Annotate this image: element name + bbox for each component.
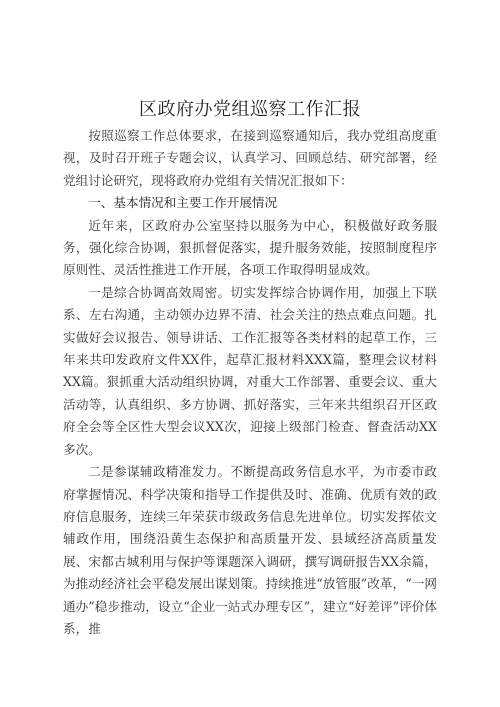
section-heading: 一、基本情况和主要工作开展情况 [88, 195, 278, 211]
document-body [63, 125, 437, 640]
paragraph-3: 二是参谋辅政精准发力。不断提高政务信息水平，为市委市政府掌握情况、科学决策和指导工作提供及时、准确、优质有效的政府信息服务，连续三年荣获市级政务信息先进单位。切实发挥依文辅政作用，围绕沿黄生态保护和高质量开发、县域经济高质量发展、宋都古城利用与保护等课题深入调研，撰写调研报告XX余篇，为推动经济社会平稳发展出谋划策。持续推进“放管服”改革，“一网通办”稳步推动，设立“企业一站式办理专区”，建立“好差评”评价体系，推 [63, 464, 437, 636]
paragraph-2: 一是综合协调高效周密。切实发挥综合协调作用，加强上下联系、左右沟通，主动领办边界不清、社会关注的热点难点问题。扎实做好会议报告、领导讲话、工作汇报等各类材料的起草工作，三年来共印发政府文件XX件，起草汇报材料XXX篇，整理会议材料XX篇。狠抓重大活动组织协调，对重大工作部署、重要会议、重大活动等，认真组织、多方协调、抓好落实，三年来共组织召开区政府全会等全区性大型会议XX次，迎接上级部门检查、督查活动XX多次。 [63, 284, 437, 457]
paragraph-1: 近年来，区政府办公室坚持以服务为中心，积极做好政务服务，强化综合协调，狠抓督促落实，提升服务效能，按照制度程序原则性、灵活性推进工作开展，各项工作取得明显成效。 [63, 217, 437, 278]
intro-paragraph: 按照巡察工作总体要求，在接到巡察通知后，我办党组高度重视，及时召开班子专题会议，认真学习、回顾总结、研究部署，经党组讨论研究，现将政府办党组有关情况汇报如下： [63, 128, 437, 188]
document-title: 区政府办党组巡察工作汇报 [139, 99, 361, 120]
